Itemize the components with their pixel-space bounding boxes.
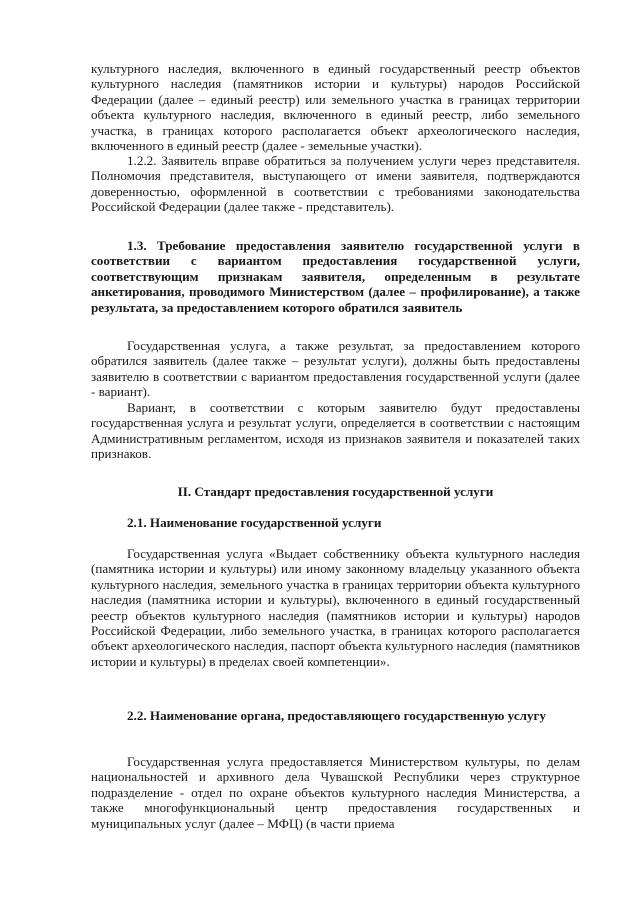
heading-2-1: 2.1. Наименование государственной услуги <box>127 515 382 530</box>
paragraph-variant: Вариант, в соответствии с которым заявителю будут предоставлены государственная услуга и результат услуги, определяется в соответствии с настоящим Административным регламентом, исходя из признаков заявителя и показателей таких признаков. <box>91 400 580 462</box>
paragraph-1-2-2: 1.2.2. Заявитель вправе обратиться за получением услуги через представителя. Полномочия представителя, выступающего от имени заявителя, подтверждаются доверенностью, оформленной в соответствии с требованиями законодательства Российской Федерации (далее также - представитель). <box>91 153 580 215</box>
heading-2-2: 2.2. Наименование органа, предоставляющего государственную услугу <box>127 708 547 723</box>
paragraph-registry-continuation: культурного наследия, включенного в единый государственный реестр объектов культурного наследия (памятников истории и культуры) народов Российской Федерации (далее – единый реестр) или земельного участка в границах территории объекта культурного наследия, включенного в единый реестр, либо земельного участка, в границах которого располагается объект археологического наследия, включенного в единый реестр (далее - земельные участки). <box>91 61 580 154</box>
heading-section-2: II. Стандарт предоставления государственной услуги <box>177 484 494 499</box>
paragraph-service-name: Государственная услуга «Выдает собственнику объекта культурного наследия (памятника истории и культуры) или иному законному владельцу указанного объекта культурного наследия, земельного участка в границах территории объекта культурного наследия (памятника истории и культуры), включенного в единый государственный реестр объектов культурного наследия (памятников истории и культуры) народов Российской Федерации, либо земельного участка, в границах которого располагается объект археологического наследия, паспорт объекта культурного наследия (памятников истории и культуры) в пределах своей компетенции». <box>91 546 580 669</box>
paragraph-provider: Государственная услуга предоставляется Министерством культуры, по делам национальностей и архивного дела Чувашской Республики через структурное подразделение - отдел по охране объектов культурного наследия Министерства, а также многофункциональный центр предоставления государственных и муниципальных услуг (далее – МФЦ) (в части приема <box>91 754 580 831</box>
heading-1-3: 1.3. Требование предоставления заявителю государственной услуги в соответствии с вариантом предоставления государственной услуги, соответствующим признакам заявителя, определенным в результате анкетирования, проводимого Министерством (далее – профилирование), а также результата, за предоставлением которого обратился заявитель <box>91 238 580 315</box>
paragraph-service-result: Государственная услуга, а также результат, за предоставлением которого обратился заявитель (далее также – результат услуги), должны быть предоставлены заявителю в соответствии с вариантом предоставления государственной услуги (далее - вариант). <box>91 338 580 400</box>
